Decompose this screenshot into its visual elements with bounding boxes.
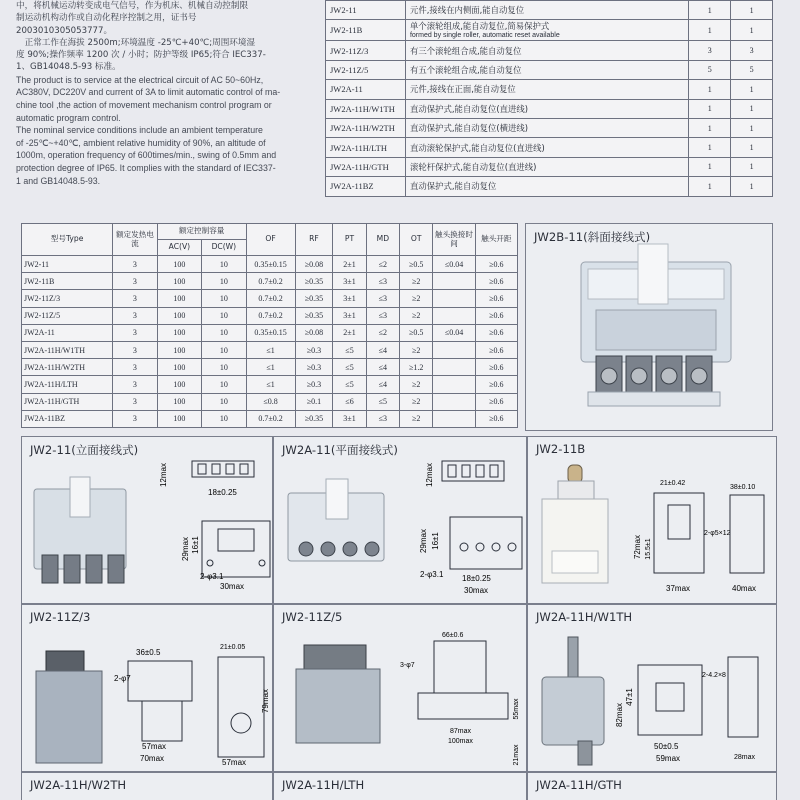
model-desc-zh: 直动保护式,能自动复位 <box>409 181 497 192</box>
dim-28max: 28max <box>734 754 756 761</box>
dim-59max: 59max <box>656 754 681 763</box>
count-b: 1 <box>731 157 773 176</box>
cell-md: ≤2 <box>366 324 399 341</box>
model-name: JW2A-11BZ <box>326 177 406 196</box>
cell-switch-time <box>433 393 475 410</box>
cell-rated-heat: 3 <box>113 290 157 307</box>
dim-50: 50±0.5 <box>654 742 679 751</box>
model-row <box>326 177 773 196</box>
col-pt: PT <box>333 224 366 256</box>
count-a: 1 <box>689 80 731 99</box>
model-desc <box>405 177 688 196</box>
cell-gap: ≥0.6 <box>475 359 517 376</box>
dim-100max: 100max <box>448 738 473 745</box>
cell-of: 0.7±0.2 <box>246 290 295 307</box>
cell-dc: 10 <box>202 410 246 427</box>
cell-type: JW2A-11H/W1TH <box>22 341 113 358</box>
cell-gap: ≥0.6 <box>475 341 517 358</box>
cell-dc: 10 <box>202 290 246 307</box>
intro-en-line: automatic program control. <box>16 112 121 123</box>
model-desc-en: formed by single roller, automatic reset available <box>409 32 560 40</box>
table-row <box>22 393 518 410</box>
model-name: JW2A-11 <box>326 80 406 99</box>
cell-gap: ≥0.6 <box>475 273 517 290</box>
cell-type: JW2A-11H/GTH <box>22 393 113 410</box>
cell-ac: 100 <box>157 256 201 273</box>
cell-of: ≤0.8 <box>246 393 295 410</box>
cell-ot: ≥0.5 <box>400 256 433 273</box>
model-desc <box>405 1 688 20</box>
dim-29max: 29max <box>419 528 428 554</box>
cell-ac: 100 <box>157 393 201 410</box>
panel-jw2a-11 <box>273 436 527 604</box>
table-row <box>22 324 518 341</box>
dim-15-5: 15.5±1 <box>645 538 652 560</box>
cell-md: ≤2 <box>366 256 399 273</box>
model-desc-zh: 元件,接线在正面,能自动复位 <box>409 84 516 95</box>
col-type: 型号Type <box>22 224 113 256</box>
cell-ac: 100 <box>157 290 201 307</box>
panel-title: JW2-11B <box>536 442 586 456</box>
dim-55max: 55max <box>513 698 520 720</box>
cell-gap: ≥0.6 <box>475 393 517 410</box>
table-row <box>22 341 518 358</box>
cell-md: ≤3 <box>366 290 399 307</box>
cell-type: JW2A-11 <box>22 324 113 341</box>
col-ot: OT <box>400 224 433 256</box>
cell-rated-heat: 3 <box>113 256 157 273</box>
cell-type: JW2A-11H/LTH <box>22 376 113 393</box>
count-b: 1 <box>731 177 773 196</box>
intro-zh-line: 1、GB14048.5-93 标准。 <box>16 62 121 73</box>
model-row <box>326 157 773 176</box>
cell-rf: ≥0.1 <box>295 393 333 410</box>
dim-hole: 2-φ3.1 <box>420 570 444 579</box>
cell-gap: ≥0.6 <box>475 376 517 393</box>
model-name: JW2-11Z/3 <box>326 41 406 60</box>
model-row <box>326 118 773 137</box>
cell-md: ≤4 <box>366 376 399 393</box>
cell-switch-time <box>433 359 475 376</box>
dim-hole: 3-φ7 <box>400 662 415 669</box>
cell-dc: 10 <box>202 393 246 410</box>
cell-rated-heat: 3 <box>113 324 157 341</box>
col-rated-heat: 额定发热电流 <box>113 224 157 256</box>
cell-ac: 100 <box>157 273 201 290</box>
count-a: 1 <box>689 177 731 196</box>
cell-of: ≤1 <box>246 341 295 358</box>
count-b: 5 <box>731 60 773 79</box>
jw2-11z3-drawing <box>22 605 273 772</box>
dim-hole: 2-4.2×8 <box>702 672 726 679</box>
intro-en-line: chine tool ,the action of movement mechanism control program or <box>16 99 272 110</box>
panel-title: JW2A-11H/GTH <box>536 778 622 792</box>
cell-dc: 10 <box>202 273 246 290</box>
dim-16: 16±1 <box>431 532 440 550</box>
cell-rated-heat: 3 <box>113 410 157 427</box>
panel-jw2a-11h-lth <box>273 772 527 800</box>
panel-jw2-11 <box>21 436 273 604</box>
cell-dc: 10 <box>202 256 246 273</box>
intro-en-line: 1 and GB14048.5-93. <box>16 175 101 186</box>
cell-gap: ≥0.6 <box>475 290 517 307</box>
cell-dc: 10 <box>202 324 246 341</box>
dim-hole: 2-φ5×12 <box>704 530 731 537</box>
dim-37max: 37max <box>666 584 691 593</box>
cell-of: 0.7±0.2 <box>246 410 295 427</box>
intro-en-line: of -25℃~+40℃, ambient relative humidity of 90%, an altitude of <box>16 137 266 148</box>
count-a: 3 <box>689 41 731 60</box>
cell-md: ≤4 <box>366 341 399 358</box>
panel-title: JW2A-11H/LTH <box>282 778 365 792</box>
cell-of: ≤1 <box>246 376 295 393</box>
model-desc-zh: 有五个滚轮组合成,能自动复位 <box>409 64 522 75</box>
dim-87max: 87max <box>450 728 472 735</box>
model-row <box>326 138 773 157</box>
cell-pt: ≤5 <box>333 341 366 358</box>
intro-zh-line: 正常工作在海拔 2500m;环境温度 -25℃+40℃;周围环境湿 <box>16 37 256 48</box>
count-a: 1 <box>689 99 731 118</box>
dim-21: 21±0.42 <box>660 480 686 487</box>
table-row <box>22 376 518 393</box>
dim-72max: 72max <box>633 534 642 560</box>
cell-type: JW2-11Z/3 <box>22 290 113 307</box>
model-desc <box>405 99 688 118</box>
model-row <box>326 60 773 79</box>
dim-82max: 82max <box>615 702 624 728</box>
table-row <box>22 359 518 376</box>
cell-ac: 100 <box>157 359 201 376</box>
count-b: 1 <box>731 20 773 41</box>
cell-dc: 10 <box>202 341 246 358</box>
cell-type: JW2A-11BZ <box>22 410 113 427</box>
cell-rf: ≥0.35 <box>295 410 333 427</box>
cell-ac: 100 <box>157 307 201 324</box>
cell-md: ≤3 <box>366 410 399 427</box>
model-name: JW2A-11H/W1TH <box>326 99 406 118</box>
model-row <box>326 1 773 20</box>
intro-en-line: 1000m, operation frequency of 600times/min., swing of 0.5mm and <box>16 150 277 161</box>
panel-jw2a-11h-w1th <box>527 604 777 772</box>
jw2a-11-drawing <box>274 437 527 604</box>
cell-gap: ≥0.6 <box>475 307 517 324</box>
panel-jw2-11b <box>527 436 777 604</box>
count-b: 1 <box>731 1 773 20</box>
model-name: JW2-11 <box>326 1 406 20</box>
cell-pt: 3±1 <box>333 307 366 324</box>
model-desc-zh: 直动滚轮保护式,能自动复位(直进线) <box>409 142 545 153</box>
cell-type: JW2A-11H/W2TH <box>22 359 113 376</box>
panel-jw2-11z5 <box>273 604 527 772</box>
dim-21max: 21max <box>513 744 520 766</box>
count-b: 3 <box>731 41 773 60</box>
intro-zh-line: 2003010305053777。 <box>16 25 113 36</box>
cell-of: 0.7±0.2 <box>246 307 295 324</box>
panel-title: JW2A-11H/W2TH <box>30 778 127 792</box>
cell-rated-heat: 3 <box>113 341 157 358</box>
dim-29max: 29max <box>181 536 190 562</box>
col-ac: AC(V) <box>157 240 201 256</box>
intro-zh-line: 中，将机械运动转变成电气信号，作为机床、机械自动控制限 <box>16 1 249 11</box>
cell-ot: ≥2 <box>400 393 433 410</box>
cell-of: 0.7±0.2 <box>246 273 295 290</box>
cell-rf: ≥0.3 <box>295 359 333 376</box>
dim-21: 21±0.05 <box>220 644 246 651</box>
cell-rf: ≥0.08 <box>295 324 333 341</box>
count-a: 1 <box>689 118 731 137</box>
intro-en-line: protection degree of IP65. It complies with the standard of IEC337- <box>16 162 276 173</box>
cell-rated-heat: 3 <box>113 273 157 290</box>
col-md: MD <box>366 224 399 256</box>
col-rated-cap: 额定控制容量 <box>157 224 246 240</box>
panel-title: JW2-11Z/3 <box>30 610 91 624</box>
dim-18: 18±0.25 <box>462 574 491 583</box>
dim-30max: 30max <box>220 582 245 591</box>
cell-rated-heat: 3 <box>113 307 157 324</box>
cell-ot: ≥2 <box>400 410 433 427</box>
cell-gap: ≥0.6 <box>475 410 517 427</box>
cell-dc: 10 <box>202 307 246 324</box>
dim-16: 16±1 <box>191 536 200 554</box>
count-a: 1 <box>689 138 731 157</box>
cell-ot: ≥2 <box>400 376 433 393</box>
panel-jw2a-11h-gth <box>527 772 777 800</box>
table-row <box>22 290 518 307</box>
cell-pt: 3±1 <box>333 290 366 307</box>
count-a: 1 <box>689 157 731 176</box>
model-desc <box>405 80 688 99</box>
cell-of: 0.35±0.15 <box>246 256 295 273</box>
cell-ot: ≥2 <box>400 290 433 307</box>
product-grid <box>21 436 777 800</box>
cell-rf: ≥0.08 <box>295 256 333 273</box>
dim-57max: 57max <box>142 742 167 751</box>
cell-rated-heat: 3 <box>113 393 157 410</box>
model-desc <box>405 138 688 157</box>
panel-title: JW2-11(立面接线式) <box>30 443 139 457</box>
col-gap: 触头开距 <box>475 224 517 256</box>
cell-md: ≤3 <box>366 273 399 290</box>
jw2-11z5-drawing <box>274 605 527 772</box>
model-desc-zh: 有三个滚轮组合成,能自动复位 <box>409 45 522 56</box>
model-row <box>326 41 773 60</box>
model-desc <box>405 20 688 41</box>
cell-pt: 2±1 <box>333 324 366 341</box>
cell-rated-heat: 3 <box>113 376 157 393</box>
dim-hole: 2-φ7 <box>114 674 131 683</box>
cell-pt: ≤6 <box>333 393 366 410</box>
intro-en-line: AC380V, DC220V and current of 3A to limit automatic control of ma- <box>16 87 281 98</box>
model-name: JW2-11B <box>326 20 406 41</box>
table-row <box>22 307 518 324</box>
cell-rf: ≥0.3 <box>295 376 333 393</box>
dim-57max-side: 57max <box>222 758 247 767</box>
cell-gap: ≥0.6 <box>475 256 517 273</box>
model-row <box>326 20 773 41</box>
model-desc <box>405 157 688 176</box>
model-name: JW2A-11H/W2TH <box>326 118 406 137</box>
count-b: 1 <box>731 138 773 157</box>
panel-title: JW2-11Z/5 <box>282 610 343 624</box>
model-description-table <box>325 0 773 197</box>
jw2-11b-drawing <box>528 437 777 604</box>
dim-18: 18±0.25 <box>208 488 237 497</box>
cell-switch-time: ≤0.04 <box>433 256 475 273</box>
dim-66: 66±0.6 <box>442 632 464 639</box>
count-b: 1 <box>731 80 773 99</box>
panel-title: JW2B-11(斜面接线式) <box>534 230 651 244</box>
cell-pt: 2±1 <box>333 256 366 273</box>
dim-36: 36±0.5 <box>136 648 161 657</box>
panel-jw2a-11h-w2th <box>21 772 273 800</box>
dim-47: 47±1 <box>625 688 634 706</box>
cell-ot: ≥1.2 <box>400 359 433 376</box>
cell-of: 0.35±0.15 <box>246 324 295 341</box>
cell-type: JW2-11 <box>22 256 113 273</box>
model-row <box>326 80 773 99</box>
cell-dc: 10 <box>202 376 246 393</box>
intro-en-line: The product is to service at the electrical circuit of AC 50~60Hz, <box>16 74 264 85</box>
cell-md: ≤5 <box>366 393 399 410</box>
cell-type: JW2-11B <box>22 273 113 290</box>
count-b: 1 <box>731 99 773 118</box>
dim-40max: 40max <box>732 584 757 593</box>
panel-jw2-11z3 <box>21 604 273 772</box>
cell-pt: ≤5 <box>333 376 366 393</box>
cell-rf: ≥0.35 <box>295 273 333 290</box>
dim-70max: 70max <box>140 754 165 763</box>
cell-pt: ≤5 <box>333 359 366 376</box>
panel-title: JW2A-11(平面接线式) <box>282 443 398 457</box>
model-desc-zh: 单个滚轮组成,能自动复位,简易保护式 <box>409 21 550 32</box>
cell-ac: 100 <box>157 341 201 358</box>
cell-type: JW2-11Z/5 <box>22 307 113 324</box>
table-row <box>22 410 518 427</box>
jw2-11-drawing <box>22 437 273 604</box>
model-name: JW2-11Z/5 <box>326 60 406 79</box>
panel-title: JW2A-11H/W1TH <box>536 610 633 624</box>
col-switch-time: 触头换接时间 <box>433 224 475 256</box>
cell-switch-time <box>433 290 475 307</box>
cell-rated-heat: 3 <box>113 359 157 376</box>
cell-ot: ≥0.5 <box>400 324 433 341</box>
col-rf: RF <box>295 224 333 256</box>
panel-jw2b-11 <box>525 223 773 431</box>
dim-30max: 30max <box>464 586 489 595</box>
count-a: 5 <box>689 60 731 79</box>
cell-ot: ≥2 <box>400 307 433 324</box>
col-of: OF <box>246 224 295 256</box>
w1th-drawing <box>528 605 777 772</box>
cell-rf: ≥0.35 <box>295 290 333 307</box>
jw2b-photo <box>526 224 774 432</box>
dim-79max: 79max <box>261 688 270 714</box>
cell-gap: ≥0.6 <box>475 324 517 341</box>
cell-ot: ≥2 <box>400 341 433 358</box>
model-name: JW2A-11H/LTH <box>326 138 406 157</box>
cell-switch-time <box>433 273 475 290</box>
spec-table <box>21 223 518 428</box>
count-b: 1 <box>731 118 773 137</box>
cell-rf: ≥0.35 <box>295 307 333 324</box>
cell-ac: 100 <box>157 410 201 427</box>
cell-ac: 100 <box>157 376 201 393</box>
model-desc <box>405 41 688 60</box>
cell-ot: ≥2 <box>400 273 433 290</box>
cell-switch-time <box>433 341 475 358</box>
cell-md: ≤4 <box>366 359 399 376</box>
dim-hole: 2-φ3.1 <box>200 572 224 581</box>
cell-pt: 3±1 <box>333 273 366 290</box>
table-row <box>22 273 518 290</box>
dim-12max: 12max <box>425 462 434 488</box>
count-a: 1 <box>689 20 731 41</box>
dim-12max: 12max <box>159 462 168 488</box>
count-a: 1 <box>689 1 731 20</box>
cell-switch-time <box>433 307 475 324</box>
model-row <box>326 99 773 118</box>
cell-switch-time <box>433 376 475 393</box>
model-desc <box>405 118 688 137</box>
intro-text <box>16 0 316 212</box>
model-desc <box>405 60 688 79</box>
cell-dc: 10 <box>202 359 246 376</box>
dim-38: 38±0.10 <box>730 484 756 491</box>
cell-pt: 3±1 <box>333 410 366 427</box>
model-name: JW2A-11H/GTH <box>326 157 406 176</box>
model-desc-zh: 直动保护式,能自动复位(横进线) <box>409 123 529 134</box>
table-row <box>22 256 518 273</box>
model-desc-zh: 直动保护式,能自动复位(直进线) <box>409 103 529 114</box>
cell-ac: 100 <box>157 324 201 341</box>
cell-md: ≤3 <box>366 307 399 324</box>
model-desc-zh: 滚轮杆保护式,能自动复位(直进线) <box>409 161 537 172</box>
model-desc-zh: 元件,接线在内侧面,能自动复位 <box>409 5 525 16</box>
intro-en-line: The nominal service conditions include an ambient temperature <box>16 125 263 136</box>
col-dc: DC(W) <box>202 240 246 256</box>
cell-switch-time <box>433 410 475 427</box>
intro-zh-line: 度 90%;操作频率 1200 次 / 小时；防护等级 IP65;符合 IEC337- <box>16 50 266 61</box>
intro-zh-line: 制运动机构动作或自动化程序控制之用，证书号 <box>16 13 197 24</box>
cell-switch-time: ≤0.04 <box>433 324 475 341</box>
cell-of: ≤1 <box>246 359 295 376</box>
cell-rf: ≥0.3 <box>295 341 333 358</box>
